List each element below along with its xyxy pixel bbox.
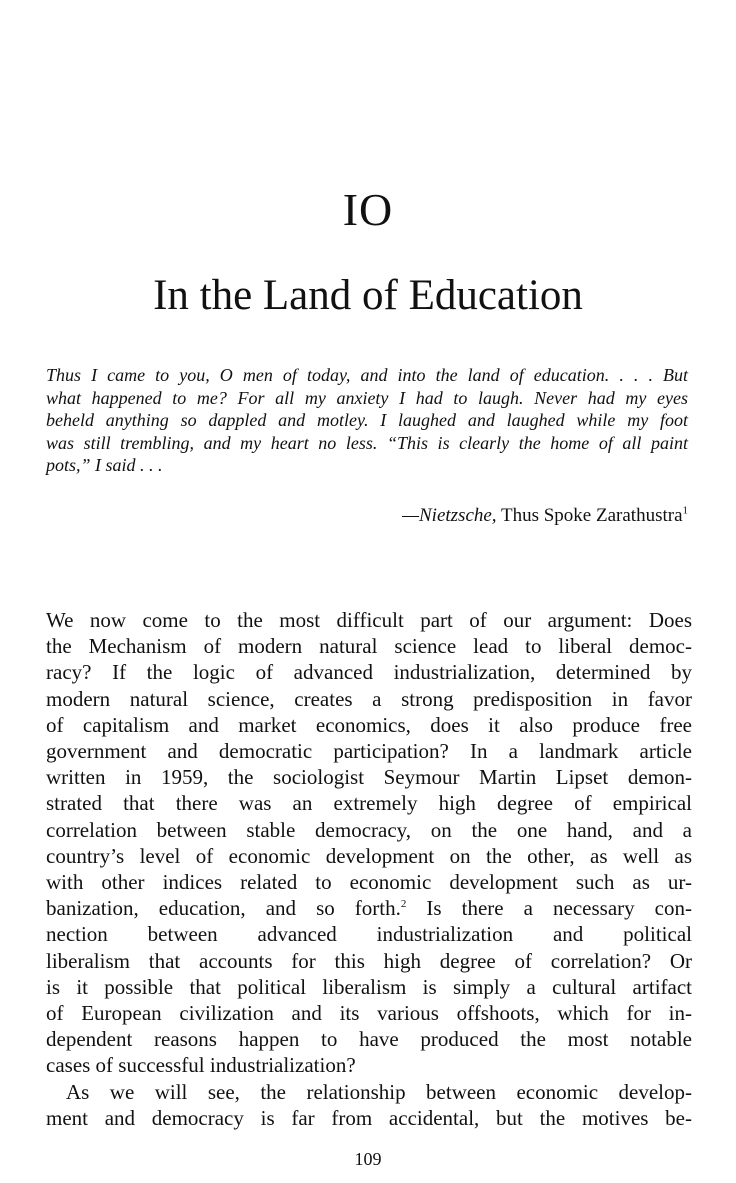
text-fragment: Is there a necessary con-	[406, 896, 692, 921]
text-line: nection between advanced industrialization and political	[46, 922, 692, 947]
chapter-number: IO	[342, 184, 394, 235]
text-line: As we will see, the relationship between economic develop-	[66, 1079, 692, 1104]
text-line: liberalism that accounts for this high degree of correlation? Or	[46, 948, 692, 973]
text-line: written in 1959, the sociologist Seymour Martin Lipset demon-	[46, 765, 692, 790]
text-line: with other indices related to economic development such as ur-	[46, 870, 692, 895]
text-line: is it possible that political liberalism is simply a cultural artifact	[46, 974, 692, 999]
attribution-work: Thus Spoke Zarathustra	[500, 505, 683, 526]
text-line: ment and democracy is far from accidental, but the motives be-	[46, 1105, 692, 1130]
text-line: racy? If the logic of advanced industrialization, determined by	[46, 660, 692, 685]
epigraph-line: Thus I came to you, O men of today, and into the land of education. . . . But	[46, 365, 688, 385]
text-line: of European civilization and its various offshoots, which for in-	[46, 1001, 692, 1026]
text-line: country’s level of economic development on the other, as well as	[46, 843, 692, 868]
text-line: government and democratic participation? In a landmark article	[46, 739, 692, 764]
text-line: We now come to the most difficult part of our argument: Does	[46, 608, 692, 632]
chapter-title: In the Land of Education	[153, 272, 583, 319]
page-number: 109	[354, 1149, 382, 1169]
body-text	[46, 607, 692, 1131]
text-fragment: banization, education, and so forth.	[46, 896, 401, 921]
text-line: of capitalism and market economics, does it also produce free	[46, 712, 692, 737]
text-line: dependent reasons happen to have produced the most notable	[46, 1027, 692, 1052]
footnote-marker: 1	[682, 504, 688, 517]
text-line: modern natural science, creates a strong predisposition in favor	[46, 686, 692, 711]
text-line	[46, 895, 692, 921]
epigraph-line: pots,” I said . . .	[46, 455, 163, 475]
text-line: cases of successful industrialization?	[46, 1053, 356, 1078]
paragraph	[46, 607, 692, 1079]
paragraph	[46, 1079, 692, 1131]
attribution-author: —Nietzsche,	[402, 505, 497, 526]
epigraph	[46, 364, 688, 477]
text-line: correlation between stable democracy, on the one hand, and a	[46, 817, 692, 842]
text-line: strated that there was an extremely high degree of empirical	[46, 791, 692, 816]
epigraph-line: was still trembling, and my heart no less. “This is clearly the home of all paint	[46, 432, 688, 453]
text-line: the Mechanism of modern natural science lead to liberal democ-	[46, 634, 692, 659]
epigraph-attribution	[402, 504, 688, 528]
epigraph-line: beheld anything so dappled and motley. I laughed and laughed while my foot	[46, 410, 688, 430]
footnote-marker: 2	[400, 898, 407, 911]
epigraph-line: what happened to me? For all my anxiety I had to laugh. Never had my eyes	[46, 387, 688, 408]
